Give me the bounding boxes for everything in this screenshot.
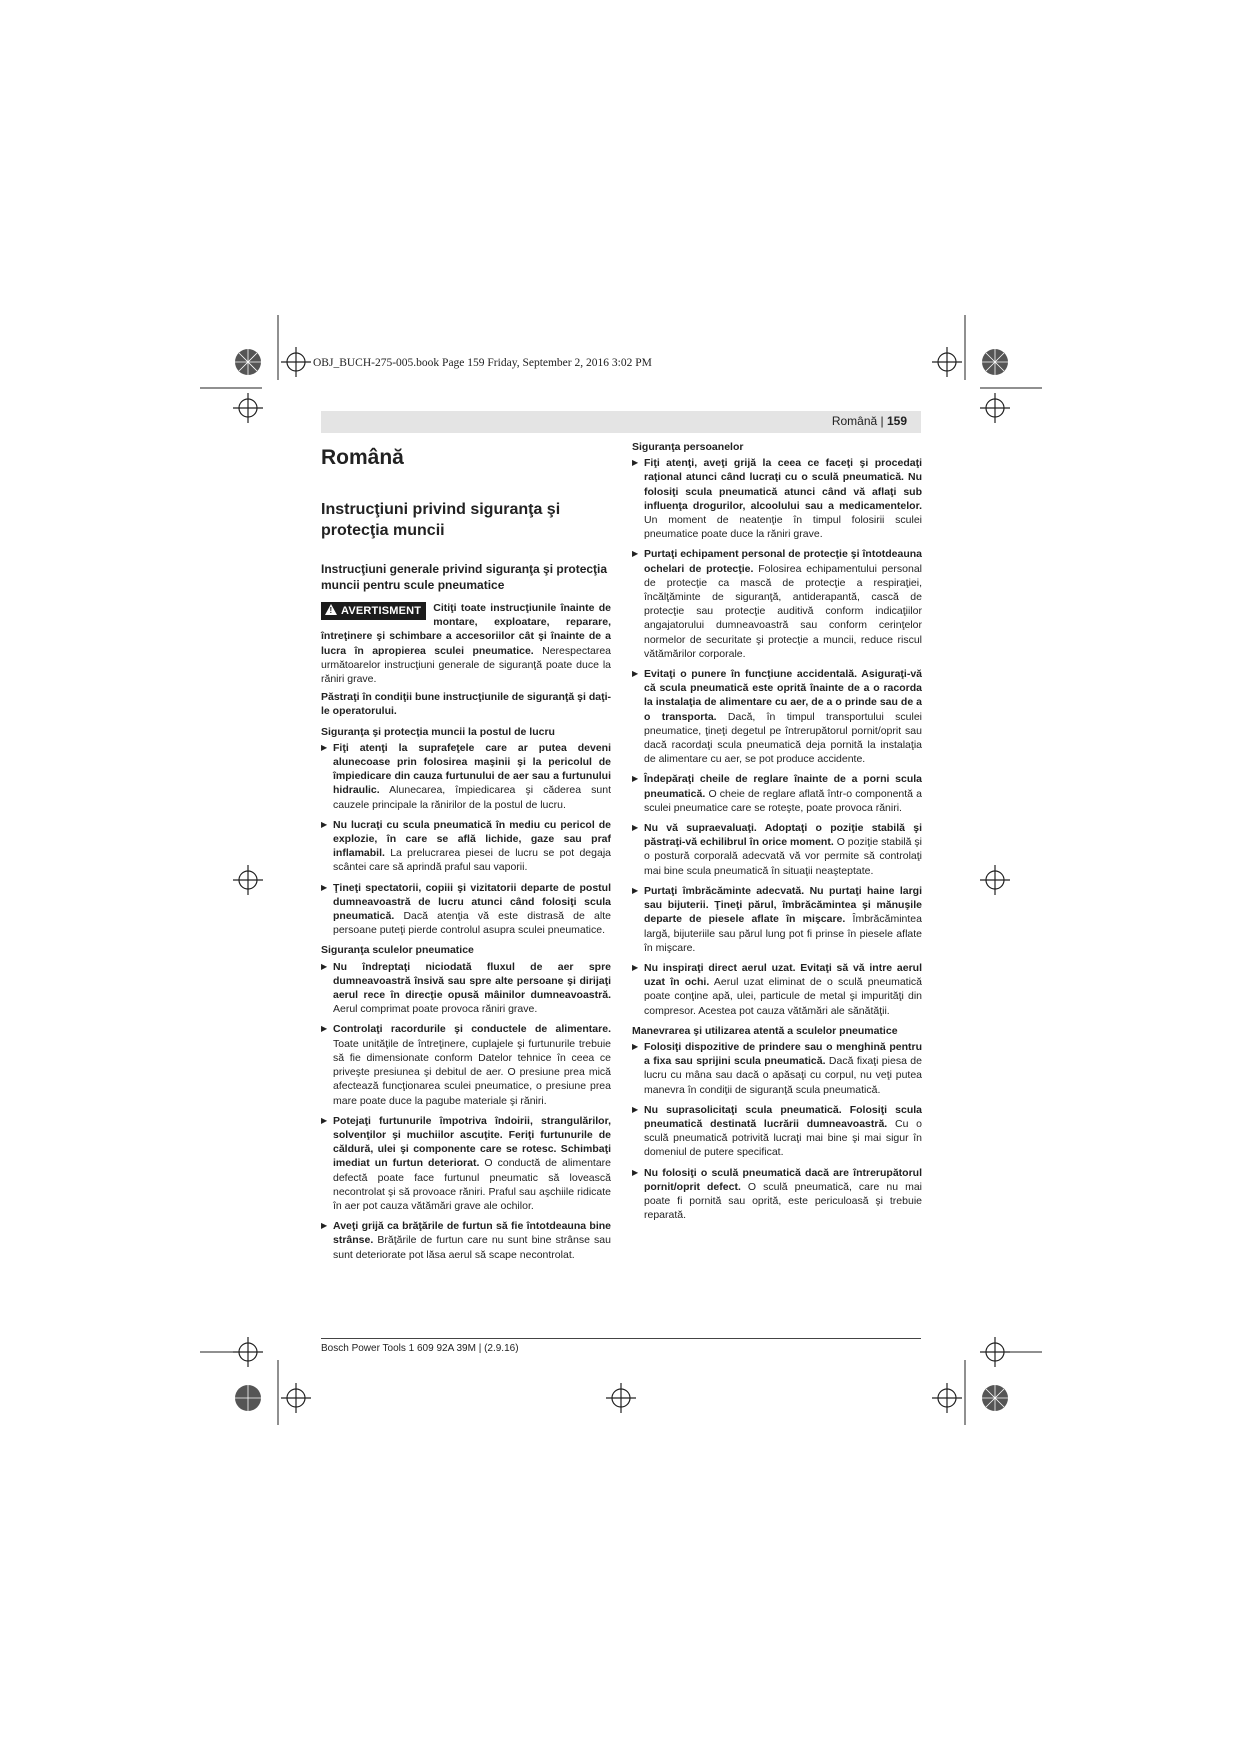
list-item-bold: Îndepăraţi cheile de reglare înainte de a porni scula pneumatică. bbox=[644, 773, 922, 800]
list-item bbox=[632, 1166, 922, 1223]
handling-heading: Manevrarea şi utilizarea atentă a sculelor pneumatice bbox=[632, 1024, 898, 1037]
list-item-text: Aerul comprimat poate provoca răniri grave. bbox=[333, 1003, 538, 1016]
registration-target-side-left-top bbox=[233, 393, 263, 423]
warning-label: AVERTISMENT bbox=[341, 605, 422, 617]
registration-target-side-left-bottom bbox=[233, 1337, 263, 1367]
list-item-text: Aerul uzat eliminat de o sculă pneumatică poate conţine apă, ulei, particule de metal şi impurităţi din compresor. Acestea pot cauza vătămări ale sănătăţii. bbox=[644, 976, 923, 1017]
list-item-text: Folosirea echipamentului personal de protecţie ca mască de protecţie a respiraţiei, încălţăminte de siguranţă, antiderapantă, cască de protecţie sau protecţie auditivă conform indicaţiilor angajatorului dumneavoastră sau conform cerinţelor normelor de securitate şi protecţie a muncii, reduce riscul vătămărilor corporale. bbox=[644, 562, 922, 660]
registration-target-bottom-center bbox=[606, 1383, 636, 1413]
page-header bbox=[321, 411, 921, 433]
list-item-text: Dacă fixaţi piesa de lucru cu mâna sau dacă o apăsaţi cu corpul, nu veţi putea manevra în condiţii de siguranţă scula pneumatică. bbox=[644, 1055, 922, 1096]
list-item bbox=[632, 821, 922, 878]
warning-bold-text: Citiţi toate instrucţiunile înainte de montare, exploatare, reparare, întreţinere şi schimbare a accesoriilor cât şi înainte de a lucra în apropierea sculei pneumatice. bbox=[321, 602, 611, 657]
tools-heading: Siguranţa sculelor pneumatice bbox=[321, 944, 474, 957]
handling-list bbox=[632, 1040, 922, 1222]
language-title: Română bbox=[321, 446, 404, 469]
print-slug: OBJ_BUCH-275-005.book Page 159 Friday, September 2, 2016 3:02 PM bbox=[313, 357, 652, 369]
warning-triangle-icon: ! bbox=[325, 604, 337, 615]
registration-target-top-right bbox=[932, 347, 962, 377]
list-item-bold: Evitaţi o punere în funcţiune accidentală. Asiguraţi-vă că scula pneumatică este oprită înainte de a o racorda la instalaţia de alimentare cu aer, de a o prinde sau de a o transporta. bbox=[644, 668, 922, 723]
list-item-text: Brăţările de furtun care nu sunt bine strânse sau sunt deteriorate pot lăsa aerul să scape necontrolat. bbox=[333, 1234, 611, 1261]
list-item bbox=[321, 818, 611, 875]
list-item bbox=[321, 1219, 611, 1262]
list-item-bold: Purtaţi echipament personal de protecţie şi întotdeauna ochelari de protecţie. bbox=[644, 548, 922, 575]
registration-dot-bottom-left bbox=[235, 1385, 261, 1411]
list-item-text: Toate unităţile de întreţinere, cuplajele şi furtunurile trebuie să fie dimensionate conform Datelor tehnice în ceea ce priveşte presiunea şi debitul de aer. O presiune prea mică afectează funcţionarea sculei pneumatice, o presiune prea mare poate duce la pagube materiale şi răniri. bbox=[333, 1037, 611, 1107]
list-item bbox=[632, 1040, 922, 1097]
list-item-bold: Nu suprasolicitaţi scula pneumatică. Folosiţi scula pneumatică destinată lucrării dumneavoastră. bbox=[644, 1103, 922, 1130]
personal-list bbox=[632, 456, 922, 1018]
list-item bbox=[321, 960, 611, 1017]
workplace-list bbox=[321, 741, 611, 938]
personal-heading: Siguranţa persoanelor bbox=[632, 441, 744, 453]
list-item-bold: Purtaţi îmbrăcăminte adecvată. Nu purtaţi haine largi sau bijuterii. Ţineţi părul, îmbrăcămintea şi mănuşile departe de piesele aflate în mişcare. bbox=[644, 884, 922, 926]
registration-target-top-left bbox=[281, 347, 311, 377]
registration-target-side-right-bottom bbox=[980, 1337, 1010, 1367]
list-item-text: Îmbrăcămintea largă, bijuteriile sau părul lung pot fi prinse în piesele aflate în mişcare. bbox=[644, 913, 922, 954]
list-item-bold: Nu lucraţi cu scula pneumatică în mediu cu pericol de explozie, în care se află lichide, gaze sau praf inflamabil. bbox=[333, 818, 611, 860]
header-language: Română bbox=[831, 414, 878, 428]
section-title: Instrucţiuni privind siguranţa şi protecţia muncii bbox=[321, 501, 561, 539]
list-item-text: La prelucrarea piesei de lucru se pot degaja scântei care să aprindă praful sau vaporii. bbox=[333, 847, 611, 874]
list-item bbox=[632, 884, 922, 955]
registration-target-bottom-left bbox=[281, 1383, 311, 1413]
list-item-bold: Fiţi atenţi la suprafeţele care ar putea deveni alunecoase prin folosirea maşinii şi la pericolul de împiedicare din cauza furtunului de aer sau a furtunului hidraulic. bbox=[333, 741, 611, 797]
list-item bbox=[632, 1103, 922, 1160]
list-item-bold: Folosiţi dispozitive de prindere sau o menghină pentru a fixa sau sprijini scula pneumatică. bbox=[644, 1040, 922, 1068]
list-item-text: Cu o sculă pneumatică potrivită lucraţi mai bine şi mai sigur în domeniul de putere specificat. bbox=[644, 1117, 922, 1159]
list-item bbox=[632, 961, 922, 1018]
warning-paragraph bbox=[321, 601, 611, 686]
list-item-bold: Aveţi grijă ca brăţările de furtun să fie întotdeauna bine strânse. bbox=[333, 1220, 611, 1247]
list-item bbox=[321, 741, 611, 812]
keep-instructions-note bbox=[321, 690, 611, 718]
list-item-bold: Nu îndreptaţi niciodată fluxul de aer spre dumneavoastră însivă sau spre alte persoane şi dirijaţi aerul rece în direcţie opusă mâinilor dumneavoastră. bbox=[333, 960, 611, 1002]
page-footer: Bosch Power Tools 1 609 92A 39M | (2.9.16) bbox=[321, 1343, 519, 1354]
list-item-text: Alunecarea, împiedicarea şi căderea sunt cauzele principale la rănirilor de la postul de lucru. bbox=[333, 784, 611, 811]
list-item-text: O cheie de reglare aflată într-o componentă a sculei pneumatice care se roteşte, poate provoca răniri. bbox=[644, 787, 922, 814]
warning-badge bbox=[321, 602, 426, 620]
page-number: 159 bbox=[886, 414, 907, 428]
list-item-text: O conductă de alimentare defectă poate face furtunul pneumatic să lovească necontrolat şi să provoace răniri. Praful sau aşchiile ridicate în aer pot cauza vătămări grave ale ochilor. bbox=[333, 1157, 612, 1212]
list-item-bold: Nu vă supraevaluaţi. Adoptaţi o poziţie stabilă şi păstraţi-vă echilibrul în orice moment. bbox=[644, 822, 922, 849]
list-item-bold: Fiţi atenţi, aveţi grijă la ceea ce faceţi şi procedaţi raţional atunci când lucraţi cu o sculă pneumatică. Nu folosiţi scula pneumatică atunci când vă aflaţi sub influenţa drogurilor, alcoolului sau a medicamentelor. bbox=[644, 457, 922, 512]
list-item-bold: Ţineţi spectatorii, copiii şi vizitatorii departe de postul dumneavoastră de lucru atunci când folosiţi scula pneumatică. bbox=[333, 881, 611, 923]
registration-target-mid-left bbox=[233, 865, 263, 895]
tools-list bbox=[321, 960, 611, 1262]
registration-target-mid-right bbox=[980, 865, 1010, 895]
registration-dot-bottom-right bbox=[982, 1385, 1008, 1411]
list-item-bold: Nu folosiţi o sculă pneumatică dacă are întrerupătorul pornit/oprit defect. bbox=[644, 1166, 922, 1193]
list-item-bold: Potejaţi furtunurile împotriva îndoirii, strangulărilor, solvenţilor şi muchiilor ascuţite. Feriţi furtunurile de căldură, ulei şi componente care se rotesc. Schimbaţi imediat un furtun deteriorat. bbox=[333, 1114, 611, 1170]
list-item bbox=[632, 456, 922, 541]
list-item-text: Dacă, în timpul transportului sculei pneumatice, ţineţi degetul pe întrerupătorul pornit/oprit sau dacă racordaţi scula pneumatică deja pornită la instalaţia de alimentare cu aer, se pot produce accidente. bbox=[644, 710, 922, 766]
list-item-text: Un moment de neatenţie în timpul folosirii sculei pneumatice poate duce la răniri grave. bbox=[644, 514, 922, 541]
registration-dot-top-left bbox=[235, 349, 261, 375]
right-column bbox=[632, 440, 922, 1228]
list-item bbox=[321, 1114, 611, 1213]
list-item-text: O poziţie stabilă şi o postură corporală adecvată vă vor permite să controlaţi mai bine scula pneumatică în situaţii neaşteptate. bbox=[644, 836, 922, 877]
footer-rule bbox=[321, 1338, 921, 1339]
warning-text: Nerespectarea următoarelor instrucţiuni generale de siguranţă poate duce la răniri grave. bbox=[321, 644, 611, 686]
registration-target-bottom-right bbox=[932, 1383, 962, 1413]
list-item bbox=[632, 772, 922, 815]
list-item-bold: Nu inspiraţi direct aerul uzat. Evitaţi să vă intre aerul uzat în ochi. bbox=[644, 961, 922, 989]
sub-title: Instrucţiuni generale privind siguranţa şi protecţia muncii pentru scule pneumatice bbox=[321, 562, 608, 592]
left-column bbox=[321, 443, 611, 1268]
registration-target-side-right-top bbox=[980, 393, 1010, 423]
list-item-text: O sculă pneumatică, care nu mai poate fi pornită sau oprită, este periculoasă şi trebuie reparată. bbox=[644, 1180, 922, 1222]
keep-instructions-text: Păstraţi în condiţii bune instrucţiunile de siguranţă şi daţi-le operatorului. bbox=[321, 691, 611, 718]
list-item-text: Dacă atenţia vă este distrasă de alte persoane puteţi pierde controlul asupra sculei pneumatice. bbox=[333, 910, 611, 937]
list-item bbox=[632, 547, 922, 661]
list-item bbox=[632, 667, 922, 766]
list-item bbox=[321, 1022, 611, 1107]
workplace-heading: Siguranţa şi protecţia muncii la postul de lucru bbox=[321, 725, 555, 738]
page-header-text: Română | 159 bbox=[831, 414, 907, 428]
list-item-bold: Controlaţi racordurile şi conductele de alimentare. bbox=[333, 1023, 611, 1036]
list-item bbox=[321, 881, 611, 938]
registration-dot-top-right bbox=[982, 349, 1008, 375]
